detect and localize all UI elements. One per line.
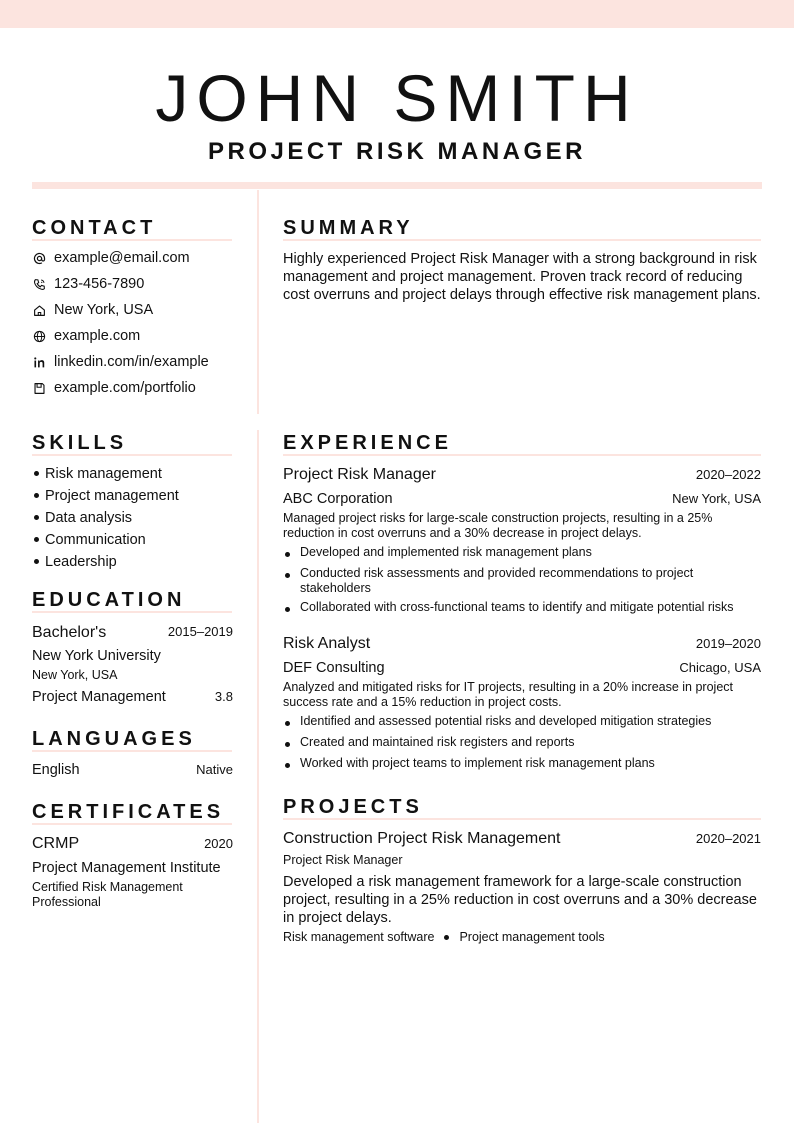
languages-heading-rule [32,750,232,752]
job-title: Risk Analyst [283,635,371,652]
summary-text: Highly experienced Project Risk Manager with a strong background in risk management and project management. Proven track record of reducing cost overruns and project delays through effective risk management plans. [283,251,761,303]
contact-location [32,300,252,320]
job-dates: 2019–2020 [695,636,761,651]
language-name: English [32,762,80,778]
bullet-dot [34,471,39,476]
certificate-year: 2020 [204,836,233,851]
project-name: Construction Project Risk Management [283,830,561,847]
bullet-dot [285,607,290,612]
job-bullet [283,714,761,729]
education-heading-rule [32,611,232,613]
top-accent-band [0,0,794,28]
education-degree: Bachelor's [32,624,107,641]
certificate-description: Certified Risk Management Professional [32,880,183,909]
skill-label: Risk management [45,466,162,482]
job-bullet [283,735,761,750]
project-role: Project Risk Manager [283,853,403,867]
job-bullet [283,545,761,560]
contact-linkedin-text: linkedin.com/in/example [54,354,209,370]
job-bullet-text: Worked with project teams to implement risk management plans [300,756,655,770]
bullet-dot [285,573,290,578]
contact-email[interactable] [32,248,252,268]
languages-heading: LANGUAGES [32,728,196,750]
skill-item [32,553,117,571]
globe-icon [32,329,46,343]
skill-item [32,487,179,505]
bullet-dot [285,721,290,726]
linkedin-icon [32,355,46,369]
job-company: ABC Corporation [283,491,393,507]
skill-item [32,465,162,483]
candidate-role: PROJECT RISK MANAGER [207,138,587,165]
job-bullet [283,566,761,596]
language-level: Native [196,762,233,777]
contact-phone[interactable] [32,274,252,294]
column-divider-top [257,190,259,414]
contact-location-text: New York, USA [54,302,154,318]
skill-label: Data analysis [45,510,133,526]
portfolio-icon [32,381,46,395]
bullet-dot [285,742,290,747]
projects-heading-rule [283,818,761,820]
project-tool: Risk management software [283,930,435,944]
job-bullet [283,600,761,615]
job-bullet-text: Collaborated with cross-functional teams to identify and mitigate potential risks [300,600,734,614]
project-dates: 2020–2021 [695,831,761,846]
contact-website-text: example.com [54,328,141,344]
summary-heading-rule [283,239,761,241]
contact-heading-rule [32,239,232,241]
skill-item [32,531,146,549]
bullet-dot [34,559,39,564]
experience-heading-rule [283,454,761,456]
certificates-heading-rule [32,823,232,825]
project-tool: Project management tools [459,930,605,944]
job-dates: 2020–2022 [695,467,761,482]
education-school: New York University [32,648,161,664]
certificates-heading: CERTIFICATES [32,801,225,823]
project-description: Developed a risk management framework for a large-scale construction project, resulting in a 25% reduction in cost overruns and a 30% decrease in project delays. [283,874,757,926]
home-icon [32,303,46,317]
skill-item [32,509,132,527]
job-description: Analyzed and mitigated risks for IT projects, resulting in a 20% increase in project success rate and a 15% reduction in project costs. [283,680,733,709]
education-gpa: 3.8 [214,689,233,704]
education-dates: 2015–2019 [167,624,233,639]
at-icon [32,251,46,265]
projects-heading: PROJECTS [283,796,423,818]
skills-heading: SKILLS [32,432,128,454]
certificate-issuer: Project Management Institute [32,860,221,876]
job-location: Chicago, USA [679,660,761,675]
contact-website[interactable] [32,326,252,346]
education-heading: EDUCATION [32,589,186,611]
skill-label: Project management [45,488,179,504]
certificate-name: CRMP [32,835,80,852]
column-divider-bottom [257,430,259,1123]
bullet-dot [285,552,290,557]
skills-heading-rule [32,454,232,456]
project-tools [283,930,605,945]
job-title: Project Risk Manager [283,466,436,483]
contact-email-text: example@email.com [54,250,190,266]
contact-phone-text: 123-456-7890 [54,276,145,292]
candidate-name: JOHN SMITH [155,61,639,135]
bullet-dot [34,537,39,542]
job-company: DEF Consulting [283,660,385,676]
education-location: New York, USA [32,668,118,682]
job-bullet-text: Developed and implemented risk management plans [300,545,592,559]
summary-heading: SUMMARY [283,217,414,239]
job-bullet-text: Identified and assessed potential risks and developed mitigation strategies [300,714,712,728]
experience-heading: EXPERIENCE [283,432,452,454]
bullet-dot [34,493,39,498]
job-bullet [283,756,761,771]
contact-portfolio-text: example.com/portfolio [54,380,196,396]
education-field: Project Management [32,689,166,705]
job-bullet-text: Created and maintained risk registers and reports [300,735,575,749]
job-description: Managed project risks for large-scale construction projects, resulting in a 25% reduction in cost overruns and a 30% decrease in project delays. [283,511,713,540]
header-divider [32,182,762,189]
job-location: New York, USA [672,491,761,506]
bullet-dot [285,763,290,768]
phone-icon [32,277,46,291]
tool-separator-dot [444,935,449,940]
contact-heading: CONTACT [32,217,157,239]
bullet-dot [34,515,39,520]
contact-portfolio[interactable] [32,378,252,398]
job-bullet-text: Conducted risk assessments and provided recommendations to project stakeholders [300,566,694,595]
contact-linkedin[interactable] [32,352,252,372]
skill-label: Leadership [45,554,117,570]
skill-label: Communication [45,532,146,548]
